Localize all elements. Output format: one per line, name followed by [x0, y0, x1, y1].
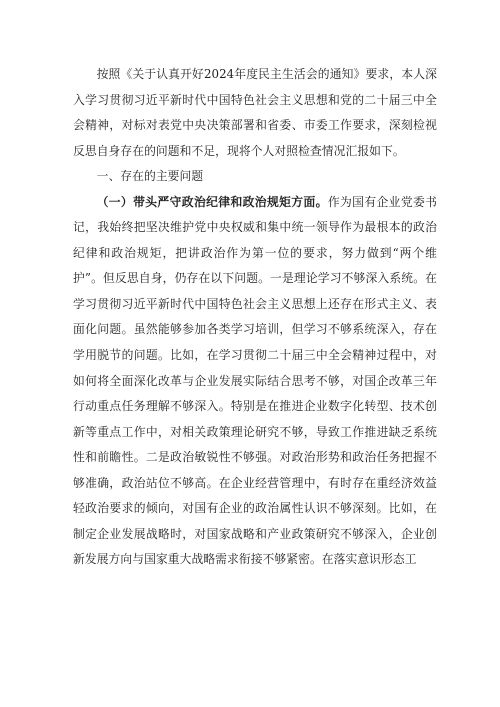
- intro-paragraph: 按照《关于认真开好2024年度民主生活会的通知》要求，本人深入学习贯彻习近平新时代中国特色社会主义思想和党的二十届三中全会精神，对标对表党中央决策部署和省委、市委工作要求，深刻检视反思自身存在的问题和不足，现将个人对照检查情况汇报如下。: [73, 67, 437, 158]
- subsection-body: 作为国有企业党委书记，我始终把坚决维护党中央权威和集中统一领导作为最根本的政治纪律和政治规矩，把讲政治作为第一位的要求，努力做到“两个维护”。但反思自身，仍存在以下问题。一是理论学习不够深入系统。在学习贯彻习近平新时代中国特色社会主义思想上还存在形式主义、表面化问题。虽然能够参加各类学习培训，但学习不够系统深入，存在学用脱节的问题。比如，在学习贯彻二十届三中全会精神过程中，对如何将全面深化改革与企业发展实际结合思考不够，对国企改革三年行动重点任务理解不够深入。特别是在推进企业数字化转型、技术创新等重点工作中，对相关政策理论研究不够，导致工作推进缺乏系统性和前瞻性。二是政治敏锐性不够强。对政治形势和政治任务把握不够准确，政治站位不够高。在企业经营管理中，有时存在重经济效益轻政治要求的倾向，对国有企业的政治属性认识不够深刻。比如，在制定企业发展战略时，对国家战略和产业政策研究不够深入，企业创新发展方向与国家重大战略需求衔接不够紧密。在落实意识形态工: [73, 194, 438, 567]
- section-heading: 一、存在的主要问题: [96, 169, 204, 184]
- subsection-lead: （一）带头严守政治纪律和政治规矩方面。: [96, 194, 328, 209]
- subsection-paragraph: [73, 190, 437, 573]
- document-body: [73, 62, 437, 573]
